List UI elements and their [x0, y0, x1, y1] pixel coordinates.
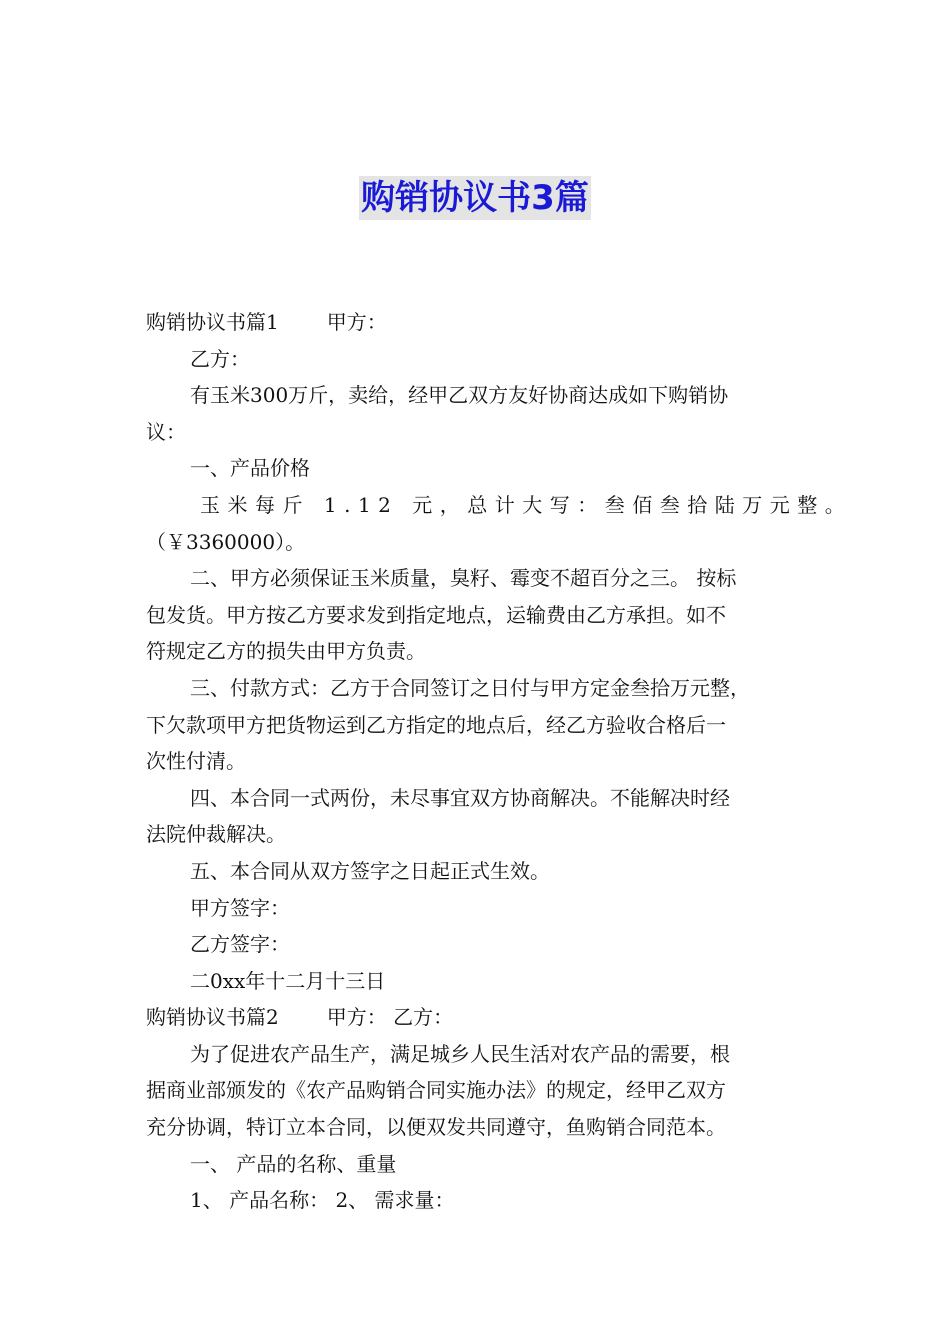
paragraph-line: 法院仲裁解决。: [146, 822, 286, 847]
paragraph-line: 二、甲方必须保证玉米质量，臭籽、霉变不超百分之三。 按标: [190, 566, 737, 591]
paragraph-line: 五、本合同从双方签字之日起正式生效。: [190, 858, 550, 883]
paragraph-line: 玉米每斤 1.12 元，总计大写：叁佰叁拾陆万元整。: [200, 492, 853, 517]
paragraph-line: 符规定乙方的损失由甲方负责。: [146, 639, 426, 664]
clause-heading: 一、 产品的名称、重量: [190, 1151, 397, 1176]
paragraph-line: （￥3360000）。: [146, 529, 306, 554]
parties-label: 甲方： 乙方：: [326, 1005, 454, 1030]
paragraph-line: 下欠款项甲方把货物运到乙方指定的地点后，经乙方验收合格后一: [146, 712, 726, 737]
title-wrap: [0, 176, 950, 220]
section-heading: 购销协议书篇1: [146, 310, 279, 334]
signature-line: 乙方签字：: [190, 932, 290, 957]
paragraph-line: 1、 产品名称： 2、 需求量：: [190, 1188, 455, 1213]
section-heading-line: [146, 999, 808, 1036]
date-line: 二0xx年十二月十三日: [190, 968, 386, 993]
paragraph-line: 充分协调，特订立本合同，以便双发共同遵守，鱼购销合同范本。: [146, 1115, 726, 1140]
paragraph-line: 据商业部颁发的《农产品购销合同实施办法》的规定，经甲乙双方: [146, 1078, 726, 1103]
clause-heading: 一、产品价格: [190, 456, 310, 481]
section-heading: 购销协议书篇2: [146, 1005, 279, 1030]
party-a-label: 甲方：: [326, 310, 387, 334]
paragraph-line: 乙方：: [190, 346, 250, 371]
paragraph-line: 三、付款方式：乙方于合同签订之日付与甲方定金叁拾万元整，: [190, 675, 750, 700]
document-title: 购销协议书3篇: [361, 178, 589, 218]
paragraph-line: 次性付清。: [146, 749, 246, 774]
paragraph-line: 包发货。甲方按乙方要求发到指定地点，运输费由乙方承担。如不: [146, 602, 726, 627]
section-heading-line: [146, 304, 808, 341]
paragraph-line: 议：: [146, 419, 186, 444]
paragraph-line: 为了促进农产品生产，满足城乡人民生活对农产品的需要，根: [190, 1041, 730, 1066]
paragraph-line: 四、本合同一式两份，未尽事宜双方协商解决。不能解决时经: [190, 785, 730, 810]
signature-line: 甲方签字：: [190, 895, 290, 920]
document-body: [146, 304, 853, 1219]
paragraph-line: 有玉米300万斤，卖给，经甲乙双方友好协商达成如下购销协: [190, 383, 729, 408]
